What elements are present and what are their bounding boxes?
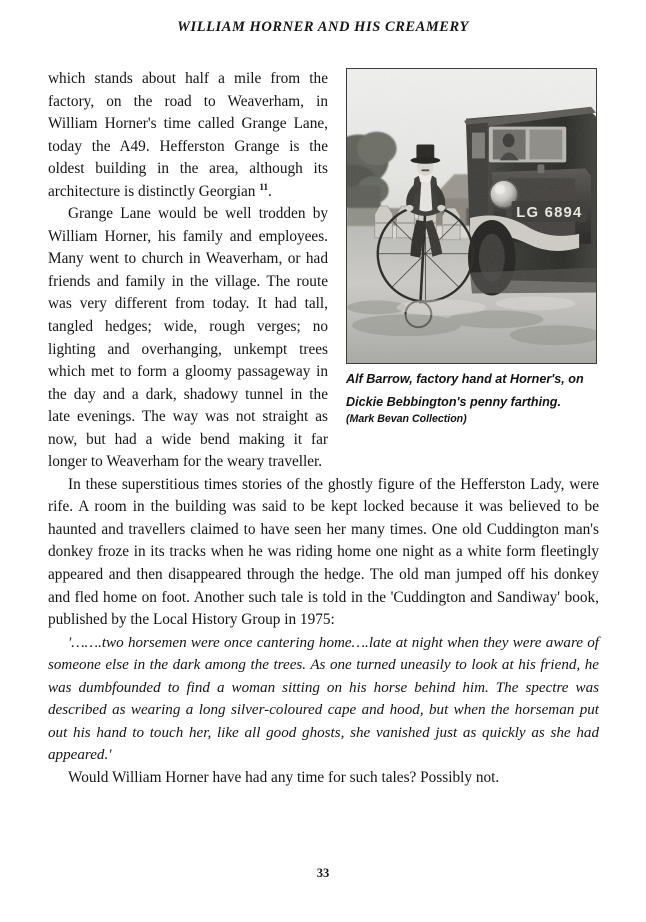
page-number: 33 <box>316 866 330 880</box>
photo-caption-line-1: Alf Barrow, factory hand at Horner's, on <box>346 372 584 386</box>
footnote-marker-11: 11 <box>259 181 268 193</box>
photo-figure <box>346 68 599 426</box>
block-quote: '…….two horsemen were once cantering home….late at night when they were aware of someone else in the dark among the trees. As one turned uneasily to look at his friend, he was dumbfounded to find a woman sitting on his horse behind him. The spectre was described as wearing a long silver-coloured cape and hood, but when the horseman put out his hand to touch her, like all good ghosts, she vanished just as quickly as she had appeared.' <box>48 634 599 764</box>
paragraph-1-text: which stands about half a mile from the factory, on the road to Weaverham, in William Horner's time called Grange Lane, today the A49. Hefferston Grange is the oldest building in the area, although its architecture is distinctly Georgian <box>48 70 328 200</box>
photograph-image <box>347 69 596 363</box>
paragraph-1-terminator: . <box>267 182 272 200</box>
photo-credit: (Mark Bevan Collection) <box>346 412 467 425</box>
photo-caption-line-2: Dickie Bebbington's penny farthing. <box>346 395 562 410</box>
running-header: WILLIAM HORNER AND HIS CREAMERY <box>177 19 469 35</box>
photograph <box>346 68 597 364</box>
paragraph-4: Would William Horner have had any time for such tales? Possibly not. <box>68 768 500 786</box>
paragraph-3: In these superstitious times stories of the ghostly figure of the Hefferston Lady, were rife. A room in the building was said to be kept locked because it was believed to be haunted and travellers claimed to have seen her many times. One old Cuddington man's donkey froze in its tracks when he was riding home one night as a white form fleetingly appeared and then disappeared through the hedge. The old man jumped off his donkey and fled home on foot. Another such tale is told in the 'Cuddington and Sandiway' book, published by the Local History Group in 1975: <box>48 475 599 629</box>
paragraph-2: Grange Lane would be well trodden by William Horner, his family and employees. Many went to church in Weaverham, or had friends and family in the village. The route was very different from today. It had tall, tangled hedges; wide, rough verges; no lighting and overhanging, unkempt trees which met to form a gloomy passageway in the day and a dark, shadowy tunnel in the late evenings. The way was not straight as now, but had a wide bend making it far longer to Weaverham for the weary traveller. <box>48 205 328 471</box>
photo-caption <box>346 371 599 426</box>
page-body <box>48 68 599 789</box>
